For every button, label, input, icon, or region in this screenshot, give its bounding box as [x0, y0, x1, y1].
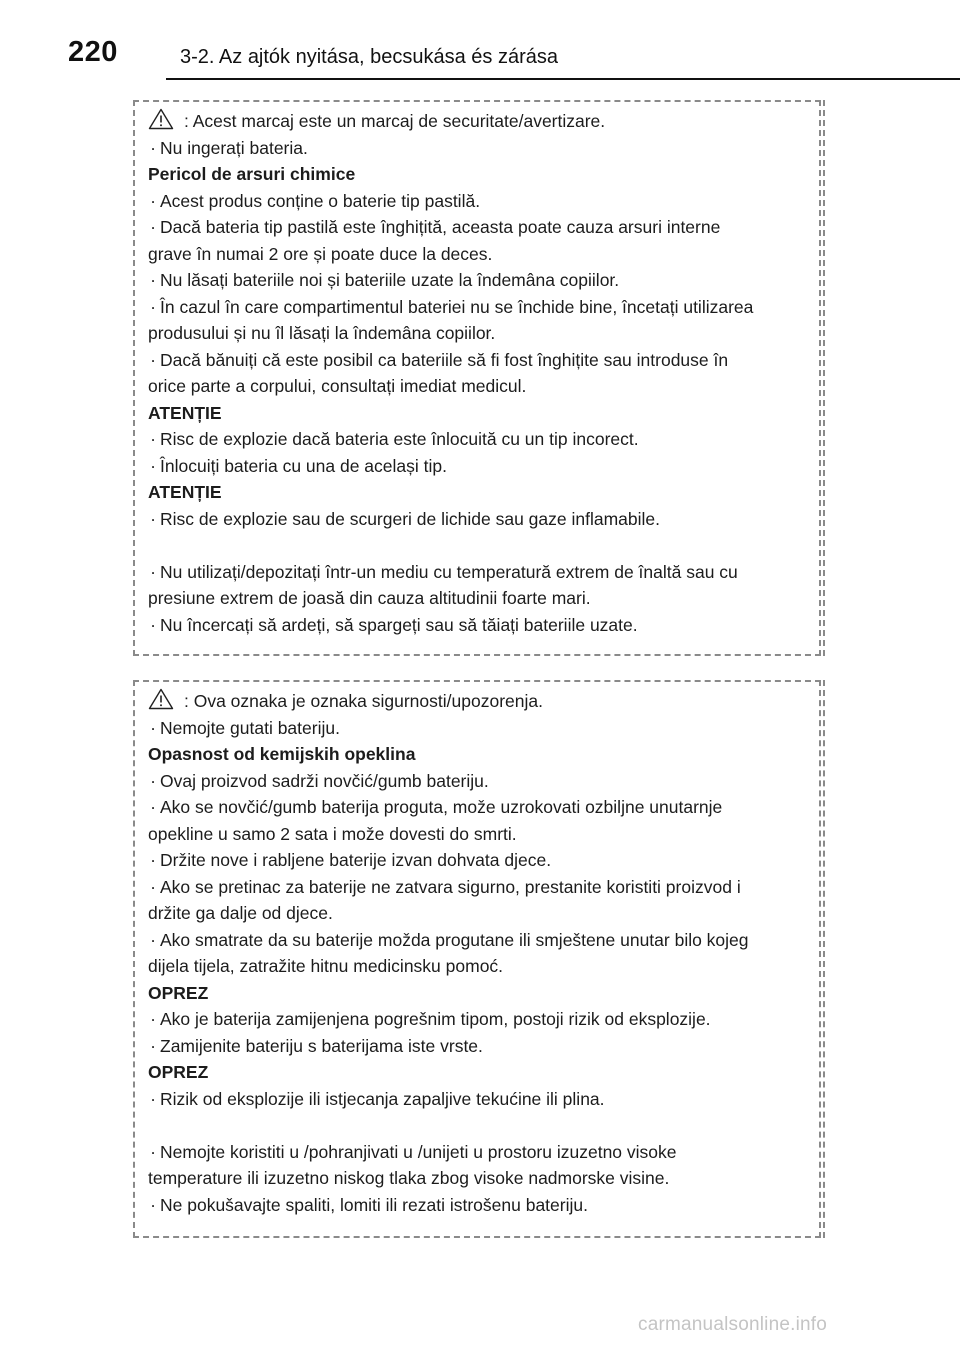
warning-box-romanian: [133, 100, 821, 656]
warning-line: [148, 241, 819, 268]
line-text: Ne pokušavajte spaliti, lomiti ili rezati istrošenu bateriju.: [160, 1194, 588, 1215]
warning-line: [148, 688, 819, 715]
line-text: ATENȚIE: [148, 402, 222, 423]
line-text: Nemojte gutati bateriju.: [160, 717, 340, 738]
header-rule: [166, 78, 960, 80]
page-number: 220: [68, 36, 118, 68]
warning-line: [148, 847, 819, 874]
bullet-dot: ·: [150, 508, 156, 529]
bullet-dot: ·: [150, 1009, 156, 1029]
line-text: temperature ili izuzetno niskog tlaka zbog visoke nadmorske visine.: [148, 1168, 670, 1188]
line-text: dijela tijela, zatražite hitnu medicinsku pomoć.: [148, 956, 504, 976]
warning-line: [148, 927, 819, 954]
warning-line: [148, 1139, 819, 1166]
bullet-dot: ·: [150, 929, 156, 950]
warning-line: [148, 1192, 819, 1219]
bullet-dot: ·: [150, 217, 156, 237]
line-text: Înlocuiți bateria cu una de același tip.: [160, 455, 447, 476]
line-text: În cazul în care compartimentul bateriei nu se închide bine, încetați utilizarea: [160, 296, 754, 317]
warning-line: [148, 294, 819, 321]
section-title: 3-2. Az ajtók nyitása, becsukása és zárása: [180, 46, 558, 68]
line-text: Risc de explozie dacă bateria este înlocuită cu un tip incorect.: [160, 429, 639, 449]
bullet-dot: ·: [150, 1194, 156, 1215]
blank-line: [148, 1112, 819, 1139]
bullet-dot: ·: [150, 1088, 156, 1109]
warning-line: [148, 559, 819, 586]
bullet-dot: ·: [150, 296, 156, 317]
warning-line: [148, 188, 819, 215]
warning-line: [148, 506, 819, 533]
line-text: OPREZ: [148, 1062, 209, 1082]
warning-line: [148, 768, 819, 795]
line-text: presiune extrem de joasă din cauza altitudinii foarte mari.: [148, 588, 591, 608]
line-text: Nu ingerați bateria.: [160, 137, 308, 158]
line-text: Ako smatrate da su baterije možda progutane ili smještene unutar bilo kojeg: [160, 929, 749, 950]
warning-line: [148, 1033, 819, 1060]
bullet-dot: ·: [150, 797, 156, 817]
warning-line: [148, 135, 819, 162]
bullet-dot: ·: [150, 429, 156, 449]
warning-heading: [148, 161, 819, 188]
warning-triangle-icon: [148, 108, 174, 130]
warning-line: [148, 320, 819, 347]
bullet-dot: ·: [150, 1141, 156, 1162]
bullet-dot: ·: [150, 270, 156, 290]
line-text: opekline u samo 2 sata i može dovesti do smrti.: [148, 823, 517, 844]
warning-line: [148, 874, 819, 901]
warning-line: [148, 373, 819, 400]
warning-line: [148, 214, 819, 241]
bullet-dot: ·: [150, 561, 156, 582]
line-text: : Ova oznaka je oznaka sigurnosti/upozorenja.: [184, 691, 543, 711]
line-text: Dacă bateria tip pastilă este înghițită, aceasta poate cauza arsuri interne: [160, 217, 721, 237]
warning-triangle-icon: [148, 688, 174, 710]
blank-line: [148, 532, 819, 559]
line-text: Ako se pretinac za baterije ne zatvara sigurno, prestanite koristiti proizvod i: [160, 876, 741, 897]
warning-line: [148, 1165, 819, 1192]
line-text: Risc de explozie sau de scurgeri de lichide sau gaze inflamabile.: [160, 508, 660, 529]
bullet-dot: ·: [150, 614, 156, 635]
warning-box-croatian: [133, 680, 821, 1238]
warning-line: [148, 108, 819, 135]
line-text: Nemojte koristiti u /pohranjivati u /unijeti u prostoru izuzetno visoke: [160, 1141, 677, 1162]
warning-line: [148, 821, 819, 848]
bullet-dot: ·: [150, 349, 156, 370]
warning-line: [148, 453, 819, 480]
page-header: [0, 0, 960, 80]
bullet-dot: ·: [150, 717, 156, 738]
bullet-dot: ·: [150, 137, 156, 158]
warning-line: [148, 1086, 819, 1113]
warning-line: [148, 585, 819, 612]
line-text: Držite nove i rabljene baterije izvan dohvata djece.: [160, 850, 552, 870]
line-text: Zamijenite bateriju s baterijama iste vrste.: [160, 1035, 483, 1056]
line-text: Opasnost od kemijskih opeklina: [148, 744, 416, 764]
bullet-dot: ·: [150, 1035, 156, 1056]
line-text: Ako se novčić/gumb baterija proguta, može uzrokovati ozbiljne unutarnje: [160, 797, 723, 817]
warning-heading: [148, 479, 819, 506]
warning-line: [148, 1006, 819, 1033]
line-text: Ovaj proizvod sadrži novčić/gumb bateriju.: [160, 770, 489, 791]
warning-heading: [148, 1059, 819, 1086]
line-text: Rizik od eksplozije ili istjecanja zapaljive tekućine ili plina.: [160, 1088, 605, 1109]
line-text: OPREZ: [148, 982, 209, 1003]
line-text: Acest produs conține o baterie tip pastilă.: [160, 190, 481, 211]
line-text: grave în numai 2 ore și poate duce la deces.: [148, 243, 493, 264]
warning-line: [148, 612, 819, 639]
warning-line: [148, 794, 819, 821]
bullet-dot: ·: [150, 850, 156, 870]
line-text: orice parte a corpului, consultați imediat medicul.: [148, 376, 527, 396]
warning-line: [148, 426, 819, 453]
bullet-dot: ·: [150, 876, 156, 897]
line-text: držite ga dalje od djece.: [148, 903, 333, 923]
bullet-dot: ·: [150, 455, 156, 476]
warning-heading: [148, 980, 819, 1007]
warning-heading: [148, 400, 819, 427]
warning-line: [148, 900, 819, 927]
warning-line: [148, 953, 819, 980]
line-text: ATENȚIE: [148, 482, 222, 502]
line-text: Nu utilizați/depozitați într-un mediu cu temperatură extrem de înaltă sau cu: [160, 561, 738, 582]
watermark: carmanualsonline.info: [638, 1314, 828, 1335]
line-text: : Acest marcaj este un marcaj de securitate/avertizare.: [184, 111, 606, 131]
warning-line: [148, 267, 819, 294]
warning-heading: [148, 741, 819, 768]
line-text: Dacă bănuiți că este posibil ca bateriile să fi fost înghițite sau introduse în: [160, 349, 729, 370]
line-text: Ako je baterija zamijenjena pogrešnim tipom, postoji rizik od eksplozije.: [160, 1009, 711, 1029]
warning-line: [148, 347, 819, 374]
line-text: Nu lăsați bateriile noi și bateriile uzate la îndemâna copiilor.: [160, 270, 620, 290]
bullet-dot: ·: [150, 770, 156, 791]
line-text: produsului și nu îl lăsați la îndemâna copiilor.: [148, 323, 496, 343]
warning-line: [148, 715, 819, 742]
line-text: Pericol de arsuri chimice: [148, 164, 356, 184]
line-text: Nu încercați să ardeți, să spargeți sau să tăiați bateriile uzate.: [160, 614, 638, 635]
bullet-dot: ·: [150, 190, 156, 211]
